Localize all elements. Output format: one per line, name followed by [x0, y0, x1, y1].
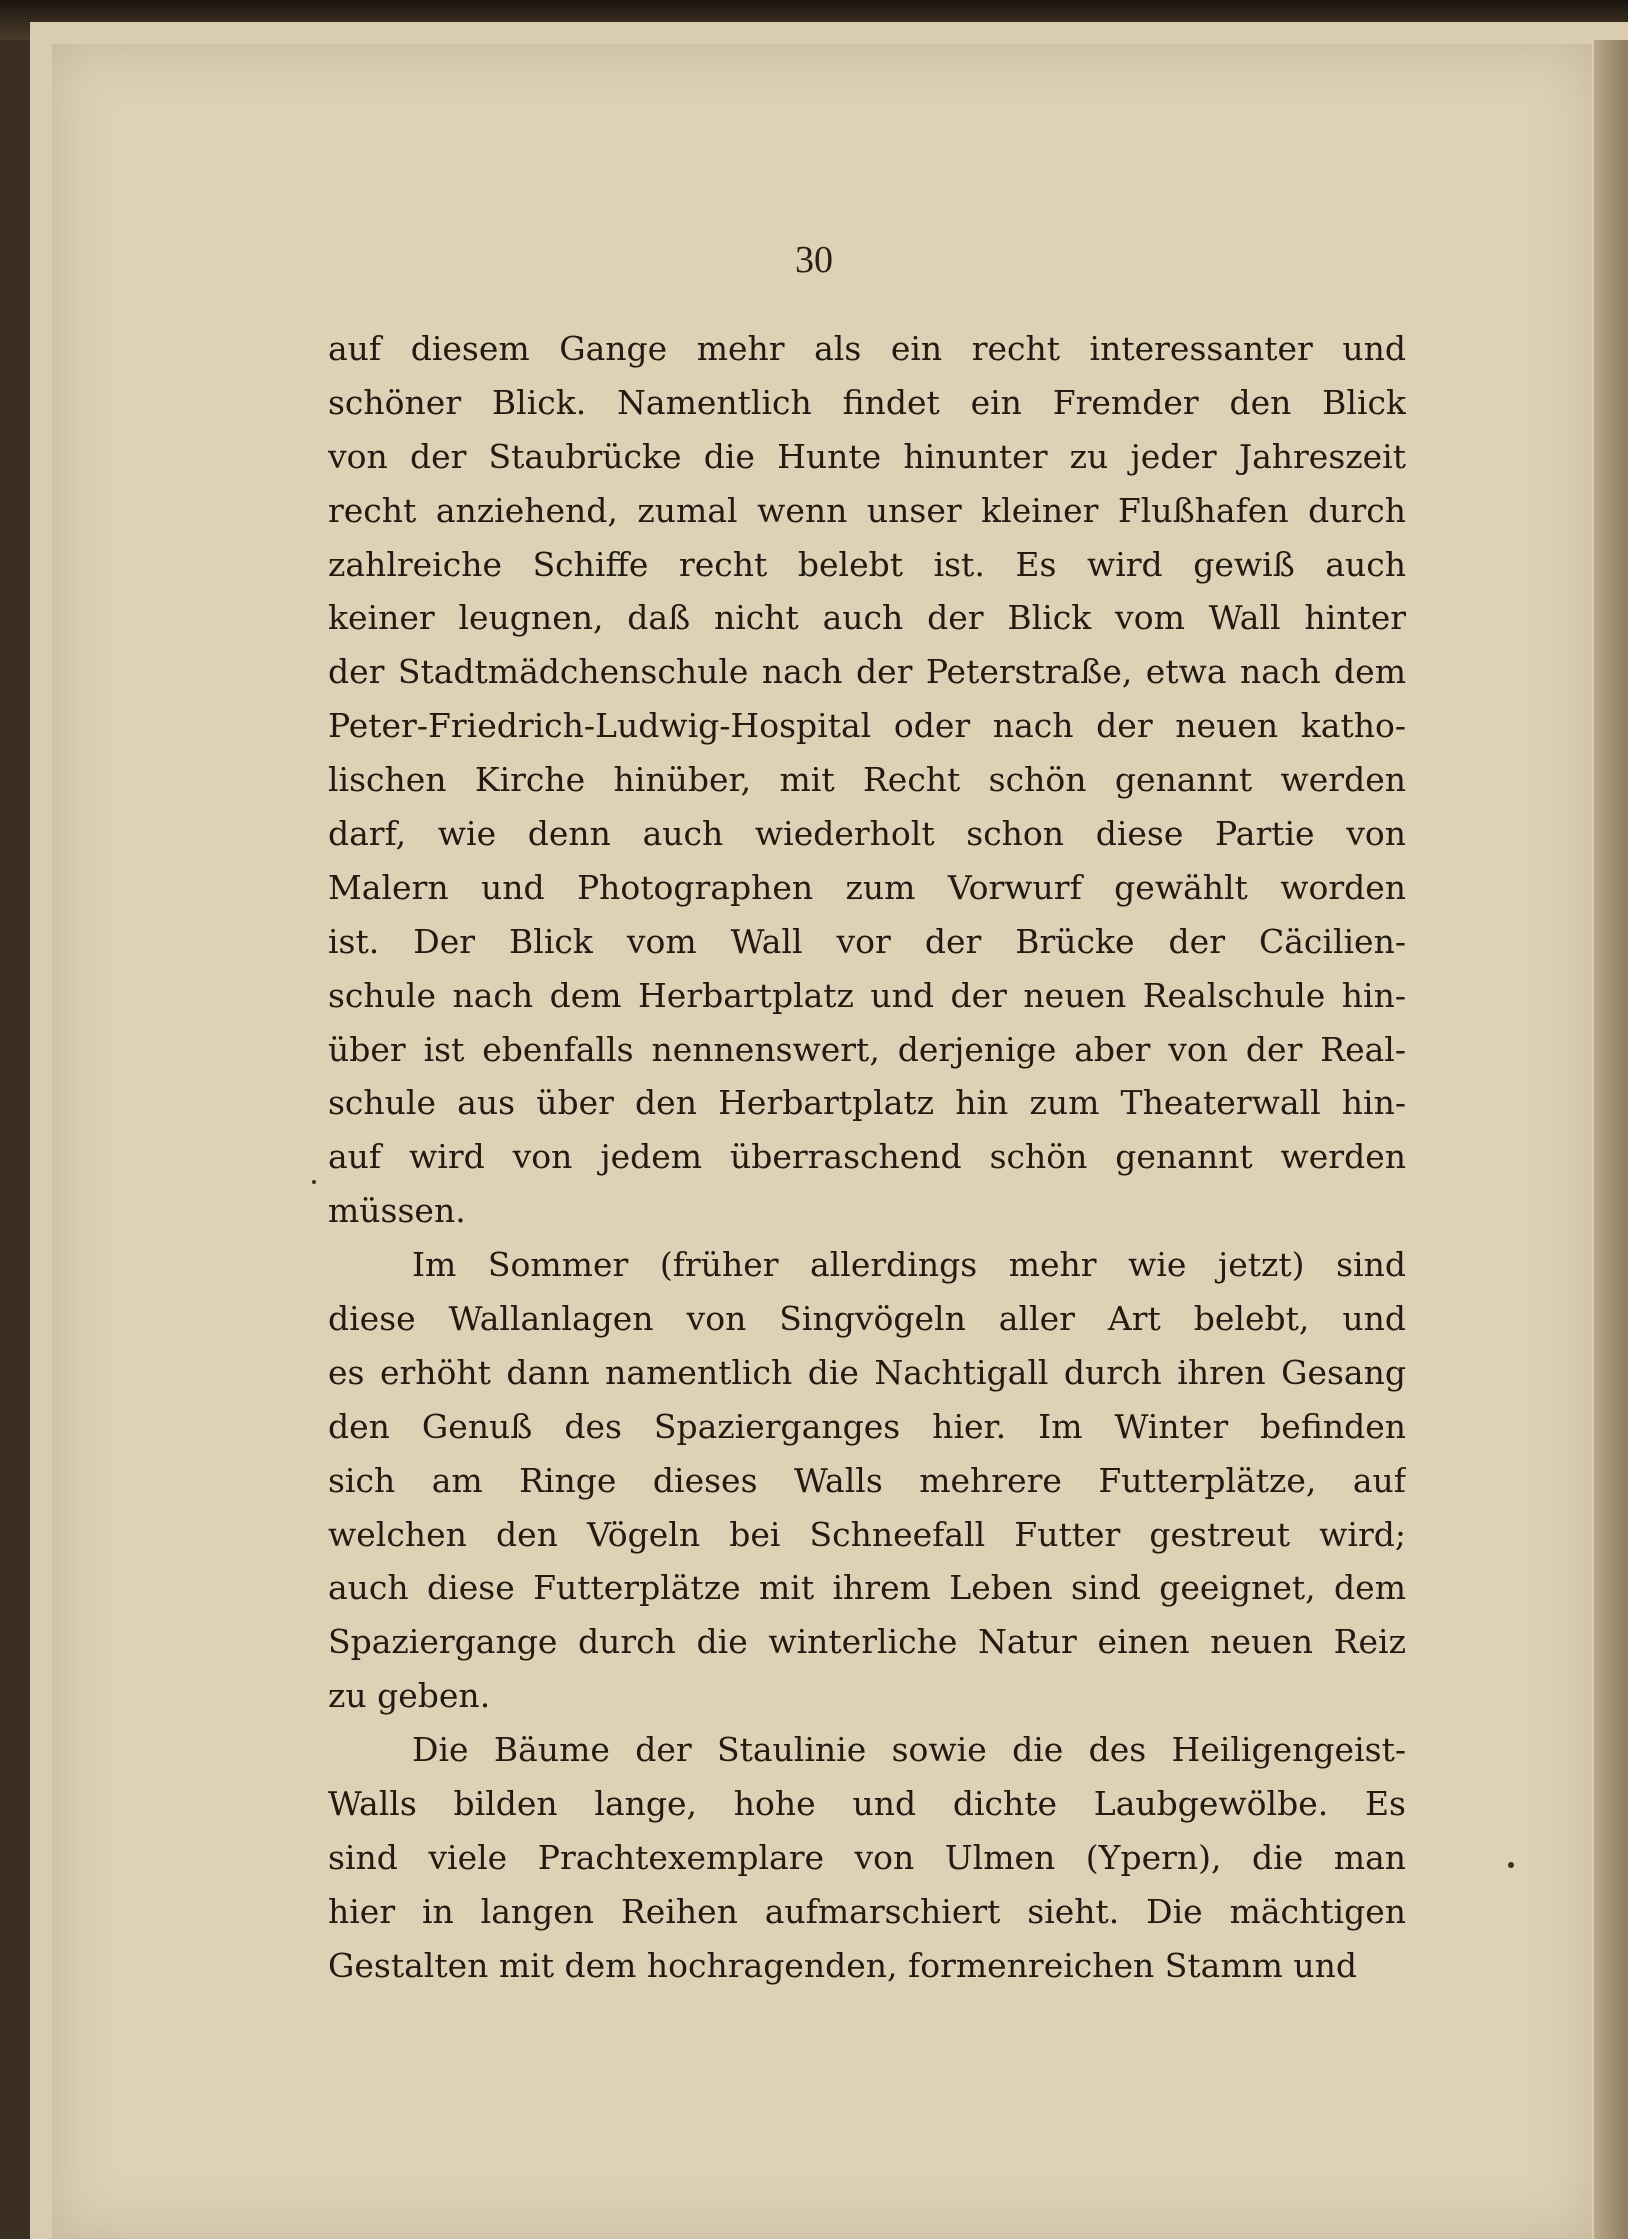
text-line: keiner leugnen, daß nicht auch der Blick vom Wall hinter	[328, 598, 1406, 638]
paper-speck	[312, 1180, 316, 1184]
paper-speck	[1508, 1862, 1514, 1868]
text-line: lischen Kirche hinüber, mit Recht schön genannt werden	[328, 760, 1406, 800]
paragraph	[328, 1723, 1406, 1992]
body-text	[328, 322, 1406, 1993]
text-line: schule aus über den Herbartplatz hin zum Theaterwall hin-	[328, 1083, 1406, 1123]
text-line: diese Wallanlagen von Singvögeln aller Art belebt, und	[328, 1299, 1406, 1339]
text-line: von der Staubrücke die Hunte hinunter zu jeder Jahreszeit	[328, 436, 1406, 476]
text-line: auf diesem Gange mehr als ein recht interessanter und	[328, 329, 1406, 368]
text-line: recht anziehend, zumal wenn unser kleiner Flußhafen durch	[328, 490, 1406, 530]
page-number: 30	[795, 239, 833, 281]
text-line: zahlreiche Schiffe recht belebt ist. Es wird gewiß auch	[328, 544, 1406, 584]
paragraph	[328, 322, 1406, 1238]
text-line: Malern und Photographen zum Vorwurf gewählt worden	[328, 867, 1406, 907]
text-line: es erhöht dann namentlich die Nachtigall durch ihren Gesang	[328, 1352, 1406, 1392]
page-edge	[1594, 40, 1628, 2239]
text-line: der Stadtmädchenschule nach der Peterstraße, etwa nach dem	[328, 652, 1406, 692]
text-line: ist. Der Blick vom Wall vor der Brücke der Cäcilien-	[328, 921, 1406, 961]
text-line: Gestalten mit dem hochragenden, formenreichen Stamm und	[328, 1945, 1358, 1985]
text-line: schöner Blick. Namentlich findet ein Fremder den Blick	[328, 382, 1406, 422]
text-line: Die Bäume der Staulinie sowie die des Heiligengeist-	[412, 1730, 1406, 1770]
text-line: Peter-Friedrich-Ludwig-Hospital oder nach der neuen katho-	[328, 706, 1406, 746]
text-line: sind viele Prachtexemplare von Ulmen (Ypern), die man	[328, 1837, 1406, 1877]
text-line: hier in langen Reihen aufmarschiert sieht. Die mächtigen	[328, 1891, 1406, 1931]
text-line: auf wird von jedem überraschend schön genannt werden	[328, 1137, 1406, 1177]
text-line: den Genuß des Spazierganges hier. Im Winter befinden	[328, 1406, 1406, 1446]
text-line: auch diese Futterplätze mit ihrem Leben sind geeignet, dem	[328, 1568, 1406, 1608]
text-line: müssen.	[328, 1191, 466, 1231]
text-line: welchen den Vögeln bei Schneefall Futter gestreut wird;	[328, 1514, 1406, 1554]
text-line: darf, wie denn auch wiederholt schon diese Partie von	[328, 814, 1406, 854]
text-line: sich am Ringe dieses Walls mehrere Futterplätze, auf	[328, 1460, 1406, 1500]
text-line: über ist ebenfalls nennenswert, derjenige aber von der Real-	[328, 1029, 1406, 1069]
text-line: Im Sommer (früher allerdings mehr wie jetzt) sind	[412, 1245, 1406, 1285]
text-line: zu geben.	[328, 1676, 491, 1716]
text-line: schule nach dem Herbartplatz und der neuen Realschule hin-	[328, 975, 1406, 1015]
text-line: Walls bilden lange, hohe und dichte Laubgewölbe. Es	[328, 1784, 1406, 1824]
paragraph	[328, 1238, 1406, 1723]
text-line: Spaziergange durch die winterliche Natur einen neuen Reiz	[328, 1622, 1406, 1662]
